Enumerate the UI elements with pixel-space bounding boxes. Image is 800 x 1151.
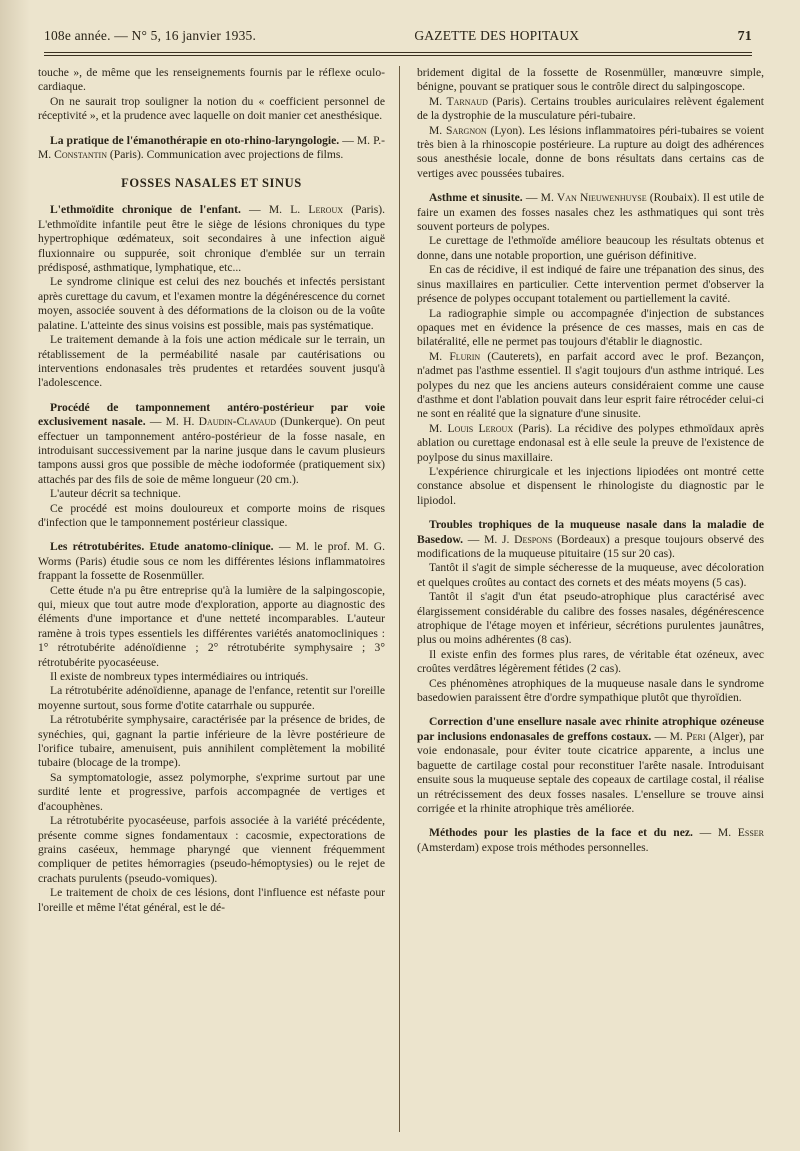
author: M. Van Nieuwenhuyse <box>540 191 647 205</box>
header-rule <box>44 52 752 53</box>
article-text: (Alger), par voie endonasale, pour éviter toute cicatrice apparente, a inclus une baguette de cartilage costal pour reconstituer l'arête nasale. Introduisant ensuite sous la muqueuse septale des copeaux de cartilage costal, il réalise un rétrécissement des deux fosses nasales. L'ensellure se trouve ainsi corrigée et la rhinite atrophique très améliorée. <box>417 729 764 815</box>
header-title: GAZETTE DES HOPITAUX <box>414 28 580 43</box>
article-text: (Paris) étudie sous ce nom les différentes lésions inflammatoires frappant la fossette de Rosenmüller. <box>38 554 385 583</box>
paragraph: Ce procédé est moins douloureux et comporte moins de risques d'infection que le tamponnement postérieur classique. <box>38 501 385 529</box>
article-continuation <box>38 66 385 124</box>
article-text: (Lyon). Les lésions inflammatoires péri-tubaires se voient très bien à la rhinoscopie postérieure. La rupture au doigt des adhérences sous anesthésie locale, donne de bons résultats dans certains cas de vertiges avec poussées tubaires. <box>417 123 764 180</box>
article-emanotherapie: La pratique de l'émanothérapie en oto-rhino-laryngologie. — M. P.-M. Constantin (Paris). Communication avec projections de films. <box>38 133 385 162</box>
article-text: (Paris). L'ethmoïdite infantile peut être le siège de lésions chroniques du type hypertrophique œdémateux, soit secondaires à une infection aiguë fluxionnaire ou suppurée, soit chronique d'emblée sur un terrain prédisposé, asthmatique, lymphatique, etc... <box>38 203 385 275</box>
paragraph: Tantôt il s'agit de simple sécheresse de la muqueuse, avec décoloration et quelques croûtes au contact des cornets et des méats moyens (5 cas). <box>417 561 764 589</box>
article-ethmoidite: L'ethmoïdite chronique de l'enfant. — M. L. Leroux (Paris). L'ethmoïdite infantile peut être le siège de lésions chroniques du type hypertrophique œdémateux, soit secondaires à une infection aiguë fluxionnaire ou suppurée, soit chronique d'emblée sur un terrain prédisposé, asthmatique, lymphatique, etc... Le syndrome clinique est celui des nez bouchés et infectés persistant après curettage du cavum, et l'examen montre la dégénérescence du cornet moyen, associée souvent à des déformations de la cloison ou de la voûte palatine. L'atteinte des sinus voisins est possible, mais pas systématique. Le traitement demande à la fois une action médicale sur le terrain, un rétablissement de la perméabilité nasale par cautérisations ou interventions endonasales très prudentes et retardées souvent jusqu'à l'adolescence. <box>38 203 385 390</box>
article-title: Les rétrotubérites. Etude anatomo-clinique. <box>50 540 274 554</box>
article-title: La pratique de l'émanothérapie en oto-rhino-laryngologie. <box>50 133 340 147</box>
author: M. Peri <box>669 729 706 743</box>
paragraph: Il existe de nombreux types intermédiaires ou intriqués. <box>50 670 309 684</box>
article-text: (Dunkerque). On peut effectuer un tamponnement antéro-postérieur de la fosse nasale, en introduisant successivement par la narine jusque dans le cavum plusieurs tampons aussi gros que possible de mèche iodoformée (pratiquement six) attachés par des fils de soie de même longueur (20 cm.). <box>38 415 385 486</box>
author: M. H. Daudin-Clavaud <box>165 415 277 429</box>
article-basedow: Troubles trophiques de la muqueuse nasale dans la maladie de Basedow. — M. J. Despons (Bordeaux) a presque toujours observé des modifications de la muqueuse pituitaire (15 sur 20 cas). Tantôt il s'agit de simple sécheresse de la muqueuse, avec décoloration et quelques croûtes au contact des cornets et des méats moyens (5 cas). Tantôt il s'agit d'un état pseudo-atrophique plus caractérisé avec élargissement considérable du calibre des fosses nasales, dégénérescence atrophique de l'étage moyen et inférieur, sécrétions purulentes jaunâtres, plus ou moins adhérentes (8 cas). Il existe enfin des formes plus rares, de véritable état ozéneux, avec croûtes verdâtres légèrement fétides (2 cas). Ces phénomènes atrophiques de la muqueuse nasale dans le syndrome basedowien paraissent être d'ordre sympathique plutôt que thyroïdien. <box>417 518 764 705</box>
paragraph: Le curettage de l'ethmoïde améliore beaucoup les résultats obtenus et donne, dans une notable proportion, une guérison définitive. <box>417 234 764 262</box>
article-retrotuberites-cont <box>417 66 764 181</box>
header-issue: 108e année. — N° 5, 16 janvier 1935. <box>44 28 257 43</box>
paragraph: Le traitement de choix de ces lésions, dont l'influence est néfaste pour l'oreille et même l'état général, est le dé- <box>38 886 385 914</box>
page-number: 71 <box>737 29 752 44</box>
author: M. Esser <box>717 826 764 840</box>
paragraph: Sa symptomatologie, assez polymorphe, s'exprime surtout par une surdité lente et progressive, parfois accompagnée de vertiges et d'acouphènes. <box>38 770 385 813</box>
paragraph: bridement digital de la fossette de Rosenmüller, manœuvre simple, bénigne, pouvant se pratiquer sous le contrôle direct du salpingoscope. <box>417 66 764 94</box>
article-asthme: Asthme et sinusite. — M. Van Nieuwenhuyse (Roubaix). Il est utile de faire un examen des fosses nasales chez les asthmatiques qui sont très souvent porteurs de polypes. Le curettage de l'ethmoïde améliore beaucoup les résultats obtenus et donne, dans une notable proportion, une guérison définitive. En cas de récidive, il est indiqué de faire une trépanation des sinus, des sinus maxillaires en particulier. Cette intervention permet d'observer la présence de polypes occupant totalement ou partiellement la cavité. La radiographie simple ou accompagnée d'injection de substances opaques met en évidence la présence de ces masses, mais en cas de bilatéralité, elle ne permet pas toujours d'établir le diagnostic. M. Flurin (Cauterets), en parfait accord avec le prof. Bezançon, n'admet pas l'asthme essentiel. Il s'agit toujours d'un asthme intriqué. Les polypes du nez que les anciens auteurs considéraient comme une cause d'asthme et dont l'ablation pouvait dans leur esprit faire rétrocéder celui-ci ne sont en réalité que la signature d'une sinusite. M. Louis Leroux (Paris). La récidive des polypes ethmoïdaux après ablation ou curettage endonasal est à elle seule la preuve de l'existence de poylpose du sinus maxillaire. L'expérience chirurgicale et les injections lipiodées ont montré cette constance absolue et dispensent le rhinologiste du diagnostic par le lipiodol. <box>417 191 764 507</box>
author: M. le prof. M. G. Worms <box>38 540 385 568</box>
text-columns <box>38 66 764 1132</box>
article-title: Correction d'une ensellure nasale avec rhinite atrophique ozéneuse par inclusions endonasales de greffons costaux. <box>417 715 764 743</box>
article-title: Méthodes pour les plasties de la face et du nez. <box>429 826 693 840</box>
article-title: Asthme et sinusite. <box>429 191 523 205</box>
article-text: (Cauterets), en parfait accord avec le prof. Bezançon, n'admet pas l'asthme essentiel. Il s'agit toujours d'un asthme intriqué. Les polypes du nez que les anciens auteurs considéraient comme une cause d'asthme et dont l'ablation pouvait dans leur esprit faire rétrocéder celui-ci ne sont en réalité que la signature d'une sinusite. <box>417 349 764 421</box>
author: M. Louis Leroux <box>429 421 514 435</box>
article-title: Troubles trophiques de la muqueuse nasale dans la maladie de Basedow. <box>417 518 764 546</box>
paragraph: La rétrotubérite adénoïdienne, apanage de l'enfance, retentit sur l'oreille moyenne surtout, sous forme d'otite catarrhale ou suppurée. <box>38 684 385 712</box>
paragraph: La radiographie simple ou accompagnée d'injection de substances opaques met en évidence la présence de ces masses, mais en cas de bilatéralité, elle ne permet pas toujours d'établir le diagnostic. <box>417 306 764 349</box>
author: M. J. Despons <box>484 532 553 546</box>
paragraph: Tantôt il s'agit d'un état pseudo-atrophique plus caractérisé avec élargissement considérable du calibre des fosses nasales, dégénérescence atrophique de l'étage moyen et inférieur, sécrétions purulentes jaunâtres, plus ou moins adhérentes (8 cas). <box>417 590 764 647</box>
paragraph: En cas de récidive, il est indiqué de faire une trépanation des sinus, des sinus maxillaires en particulier. Cette intervention permet d'observer la présence de polypes occupant totalement ou partiellement la cavité. <box>417 263 764 306</box>
paragraph: La rétrotubérite pyocaséeuse, parfois associée à la variété précédente, présente comme signes fondamentaux : cacosmie, expectorations de grains caséeux, hemmage pharyngé que viennent fréquemment compliquer de petites hémorragies (pseudo-hémoptysies) ou le rejet de crachats purulents (pseudo-vomiques). <box>38 814 385 885</box>
right-column <box>417 66 764 1132</box>
paragraph: Il existe enfin des formes plus rares, de véritable état ozéneux, avec croûtes verdâtres légèrement fétides (2 cas). <box>417 647 764 676</box>
article-plasties: Méthodes pour les plasties de la face et du nez. — M. Esser (Amsterdam) expose trois méthodes personnelles. <box>417 826 764 854</box>
article-text: (Roubaix). Il est utile de faire un examen des fosses nasales chez les asthmatiques qui sont très souvent porteurs de polypes. <box>417 191 764 234</box>
paragraph: Cette étude n'a pu être entreprise qu'à la lumière de la salpingoscopie, qui, mieux que tout autre mode d'exploration, apporte au diagnostic des éléments d'une importance et d'une netteté incomparables. L'auteur ramène à trois types essentiels les différentes variétés anatomocliniques : 1° rétrotubérite adénoïdienne ; 2° rétrotubérite symphysaire ; 3° rétrotubérite pyocaséeuse. <box>38 583 385 669</box>
article-text: (Amsterdam) expose trois méthodes personnelles. <box>417 840 649 854</box>
paragraph: Ces phénomènes atrophiques de la muqueuse nasale dans le syndrome basedowien paraissent être d'ordre sympathique plutôt que thyroïdien. <box>417 676 764 705</box>
paragraph: La rétrotubérite symphysaire, caractérisée par la présence de brides, de synéchies, qui, gagnant la partie inférieure de la lèvre postérieure de l'orifice tubaire, amenuisent, puis annihilent complètement la mobilité tubaire (blocage de la trompe). <box>38 713 385 770</box>
section-heading: FOSSES NASALES ET SINUS <box>121 176 302 191</box>
paragraph: L'auteur décrit sa technique. <box>50 487 181 501</box>
article-title: L'ethmoïdite chronique de l'enfant. <box>50 203 241 217</box>
article-text: (Paris). La récidive des polypes ethmoïdaux après ablation ou curettage endonasal est à elle seule la preuve de l'existence de poylpose du sinus maxillaire. <box>417 421 764 464</box>
author: M. L. Leroux <box>268 203 343 217</box>
article-text: (Bordeaux) a presque toujours observé des modifications de la muqueuse pituitaire (15 sur 20 cas). <box>417 532 764 560</box>
paragraph: L'expérience chirurgicale et les injections lipiodées ont montré cette constance absolue et dispensent le rhinologiste du diagnostic par le lipiodol. <box>417 464 764 507</box>
paragraph: Le syndrome clinique est celui des nez bouchés et infectés persistant après curettage du cavum, et l'examen montre la dégénérescence du cornet moyen, associée souvent à des déformations de la cloison ou de la voûte palatine. L'atteinte des sinus voisins est possible, mais pas systématique. <box>38 275 385 332</box>
paragraph: Le traitement demande à la fois une action médicale sur le terrain, un rétablissement de la perméabilité nasale par cautérisations ou interventions endonasales très prudentes et retardées souvent jusqu'à l'adolescence. <box>38 333 385 390</box>
author: M. Flurin <box>429 349 481 363</box>
article-tamponnement: Procédé de tamponnement antéro-postérieur par voie exclusivement nasale. — M. H. Daudin-Clavaud (Dunkerque). On peut effectuer un tamponnement antéro-postérieur de la fosse nasale, en introduisant successivement par la narine jusque dans le cavum plusieurs tampons aussi gros que possible de mèche iodoformée (pratiquement six) attachés par des fils de soie de même longueur (20 cm.). L'auteur décrit sa technique. Ce procédé est moins douloureux et comporte moins de risques d'infection que le tamponnement postérieur classique. <box>38 400 385 529</box>
article-text: (Paris). Certains troubles auriculaires relèvent également de la dystrophie de la musculature péri-tubaire. <box>417 94 764 123</box>
article-retrotuberites: Les rétrotubérites. Etude anatomo-clinique. — M. le prof. M. G. Worms (Paris) étudie sous ce nom les différentes lésions inflammatoires frappant la fossette de Rosenmüller. Cette étude n'a pu être entreprise qu'à la lumière de la salpingoscopie, qui, mieux que tout autre mode d'exploration, apporte au diagnostic des éléments d'une importance et d'une netteté incomparables. L'auteur ramène à trois types essentiels les différentes variétés anatomocliniques : 1° rétrotubérite adénoïdienne ; 2° rétrotubérite symphysaire ; 3° rétrotubérite pyocaséeuse. Il existe de nombreux types intermédiaires ou intriqués. La rétrotubérite adénoïdienne, apanage de l'enfance, retentit sur l'oreille moyenne surtout, sous forme d'otite catarrhale ou suppurée. La rétrotubérite symphysaire, caractérisée par la présence de brides, de synéchies, qui, gagnant la partie inférieure de la lèvre postérieure de l'orifice tubaire, amenuisent, puis annihilent complètement la mobilité tubaire (blocage de la trompe). Sa symptomatologie, assez polymorphe, s'exprime surtout par une surdité lente et progressive, parfois accompagnée de vertiges et d'acouphènes. La rétrotubérite pyocaséeuse, parfois associée à la variété précédente, présente comme signes fondamentaux : cacosmie, expectorations de grains caséeux, hemmage pharyngé que viennent fréquemment compliquer de petites hémorragies (pseudo-hémoptysies) ou le rejet de crachats purulents (pseudo-vomiques). Le traitement de choix de ces lésions, dont l'influence est néfaste pour l'oreille et même l'état général, est le dé- <box>38 540 385 914</box>
article-title: Procédé de tamponnement antéro-postérieur par voie exclusivement nasale. <box>38 400 385 429</box>
author: M. Tarnaud <box>429 94 488 108</box>
header-rule-double <box>44 55 752 56</box>
author: M. P.-M. Constantin <box>38 133 385 162</box>
page-header <box>44 28 752 50</box>
author: M. Sargnon <box>429 123 487 137</box>
article-text: (Paris). Communication avec projections de films. <box>109 148 344 162</box>
paragraph: On ne saurait trop souligner la notion du « coefficient personnel de réceptivité », et la prudence avec laquelle on doit manier cet anesthésique. <box>38 94 385 123</box>
paragraph: touche », de même que les renseignements fournis par le réflexe oculo-cardiaque. <box>38 66 385 94</box>
article-ensellure: Correction d'une ensellure nasale avec rhinite atrophique ozéneuse par inclusions endonasales de greffons costaux. — M. Peri (Alger), par voie endonasale, pour éviter toute cicatrice apparente, a inclus une baguette de cartilage costal pour reconstituer l'arête nasale. Introduisant ensuite sous la muqueuse septale des copeaux de cartilage costal, il réalise un rétrécissement des deux fosses nasales. L'ensellure se trouve ainsi corrigée et la rhinite atrophique très améliorée. <box>417 715 764 815</box>
left-column <box>38 66 385 1132</box>
